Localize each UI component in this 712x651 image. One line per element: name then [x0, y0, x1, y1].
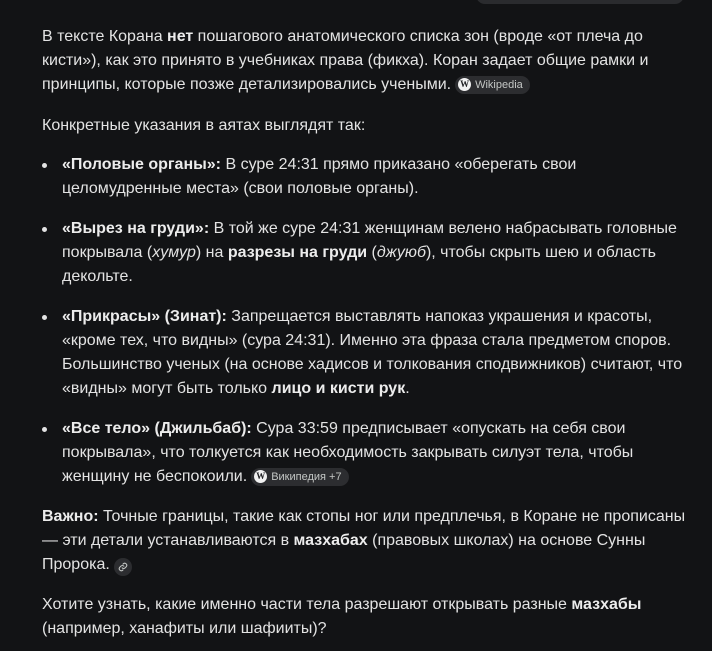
source-chip-wikipedia-plus[interactable] [251, 468, 348, 486]
intro-text-1: В тексте Корана [42, 28, 168, 45]
list-item-text: В суре 24:31 прямо приказано «оберегать свои целомудренные места» (свои половые органы). [62, 156, 577, 197]
list-item [42, 153, 692, 201]
question-bold-mazhaby: мазхабы [571, 596, 642, 613]
bullet-dot [42, 315, 47, 320]
bullet-dot [42, 427, 47, 432]
list-item-title: «Прикрасы» (Зинат): [62, 308, 227, 325]
list-item-text: . [405, 380, 410, 397]
list-item-italic: джуюб [376, 244, 426, 261]
list-item-bold: разрезы на груди [227, 244, 368, 261]
wikipedia-icon: W [460, 79, 470, 89]
list-item-text: ), чтобы скрыть шею и область декольте. [62, 244, 656, 285]
bullet-dot [42, 227, 47, 232]
top-input-pill [476, 0, 684, 4]
important-paragraph [42, 505, 692, 577]
list-item-bold: лицо и кисти рук [271, 380, 406, 397]
link-icon [118, 562, 128, 572]
question-text-1: Хотите узнать, какие именно части тела разрешают открывать разные [42, 596, 572, 613]
list-item-title: «Вырез на груди»: [62, 220, 210, 237]
lead-in-paragraph: Конкретные указания в аятах выглядят так: [42, 117, 366, 134]
list-item-text: ) на [195, 244, 228, 261]
wikipedia-icon: W [256, 471, 266, 481]
verse-list [42, 153, 692, 489]
intro-text-2: пошагового анатомического списка зон (вроде «от плеча до кисти»), как это принято в учебниках права (фикха). Коран задает общие рамки и принципы, которые позже детализировались учеными. [42, 28, 649, 93]
intro-paragraph [42, 25, 692, 97]
response-body [42, 25, 692, 641]
bullet-dot [42, 163, 47, 168]
follow-up-question [42, 593, 692, 641]
source-chip-label: Wikipedia [475, 78, 523, 91]
list-item-text: ( [367, 244, 377, 261]
important-label: Важно: [42, 508, 99, 525]
important-bold-mazhab: мазхабах [293, 532, 368, 549]
important-text-1: Точные границы, такие как стопы ног или предплечья, в Коране не прописаны — эти детали устанавливаются в [42, 508, 686, 549]
list-item [42, 305, 692, 401]
list-item-title: «Половые органы»: [62, 156, 222, 173]
list-item-title: «Все тело» (Джильбаб): [62, 420, 252, 437]
source-link-chip[interactable] [114, 558, 132, 576]
list-item [42, 417, 692, 489]
source-chip-label: Википедия +7 [271, 470, 342, 483]
list-item-italic: хумур [152, 244, 196, 261]
source-chip-wikipedia[interactable] [455, 76, 530, 94]
list-item-text: В той же суре 24:31 женщинам велено набрасывать головные покрывала ( [62, 220, 677, 261]
list-item [42, 217, 692, 289]
list-item-text: Сура 33:59 предписывает «опускать на себя свои покрывала», что толкуется как необходимость закрывать силуэт тела, чтобы женщину не беспокоили. [62, 420, 634, 485]
important-text-2: (правовых школах) на основе Сунны Пророка. [42, 532, 646, 573]
list-item-text: Запрещается выставлять напоказ украшения и красоты, «кроме тех, что видны» (сура 24:31). Именно эта фраза стала предметом споров. Большинство ученых (на основе хадисов и толкования сподвижников) считают, что «видны» могут быть только [62, 308, 683, 397]
question-text-2: (например, ханафиты или шафииты)? [42, 620, 327, 637]
intro-bold-net: нет [167, 28, 194, 45]
